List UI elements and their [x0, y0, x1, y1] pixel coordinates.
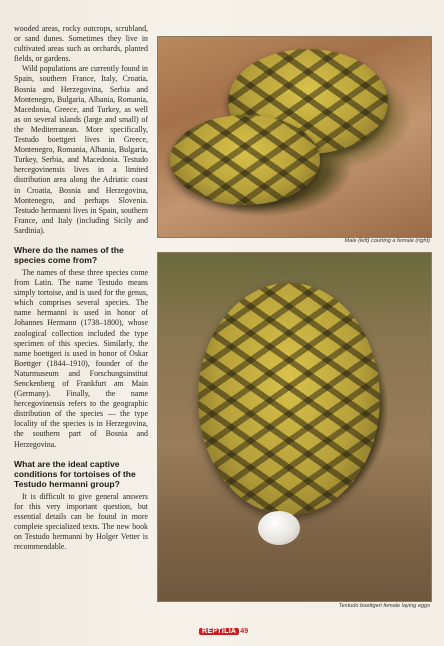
page-folio: [199, 628, 248, 635]
page-number: 49: [240, 628, 249, 635]
paragraph-captive-conditions: It is difficult to give general answers for this very important question, but essential details can be found in more complete specialized texts. The new book on Testudo hermanni by Holger Vetter is recommendable.: [14, 491, 148, 552]
photo-courting-tortoises: [157, 36, 432, 238]
paragraph-distribution: Wild populations are currently found in Spain, southern France, Italy, Croatia, Bosnia and Herzegovina, Serbia and Montenegro, Bulgaria, Albania, Romania, Macedonia, Greece, and Turkey, as well as on several islands (large and small) of the Mediterranean. More specifically, Testudo boettgeri lives in Greece, Montenegro, Romania, Albania, Bulgaria, Turkey, Serbia, and Macedonia. Testudo hercegovinensis lives in a limited distribution area along the Adriatic coast in Croatia, Bosnia and Herzegovina, Montenegro, and perhaps Slovenia. Testudo hermanni lives in Spain, southern France, and Italy (including Sicily and Sardinia).: [14, 64, 148, 235]
paragraph-species-names: The names of these three species come from Latin. The name Testudo means simply tortoise, and is used for the genus, which comprises several species. The name hermanni is used in honor of Johannes Hermann (1738–1800), whose zoological collection included the type specimen of this species. Similarly, the name boettgeri is used in honor of Oskar Boettger (1844–1910), founder of the Naturmuseum and Forschungsinstitut Senckenberg of Frankfurt am Main (Germany). Finally, the name hercegovinensis refers to the geographic distribution of the species — the type locality of the species is in Herzegovina, the southern part of Bosnia and Herzegovina.: [14, 267, 148, 449]
caption-courting: Male (left) courting a female (right): [344, 238, 430, 244]
heading-captive-conditions: What are the ideal captive conditions for tortoises of the Testudo hermanni group?: [14, 458, 136, 489]
tortoise-shell-male: [170, 115, 320, 205]
tortoise-shell-laying: [198, 283, 380, 515]
tortoise-egg: [258, 511, 300, 545]
magazine-logo: REPTILIA: [199, 628, 239, 635]
photo-female-laying-eggs: [157, 252, 432, 602]
text-column: [14, 24, 148, 552]
caption-laying-eggs: Testudo boettgeri female laying eggs: [338, 603, 430, 609]
heading-species-names: Where do the names of the species come from?: [14, 244, 124, 265]
paragraph-habitat: wooded areas, rocky outcrops, scrubland, or sand dunes. Sometimes they live in cultivated areas such as orchards, planted fields, or gardens.: [14, 24, 148, 64]
